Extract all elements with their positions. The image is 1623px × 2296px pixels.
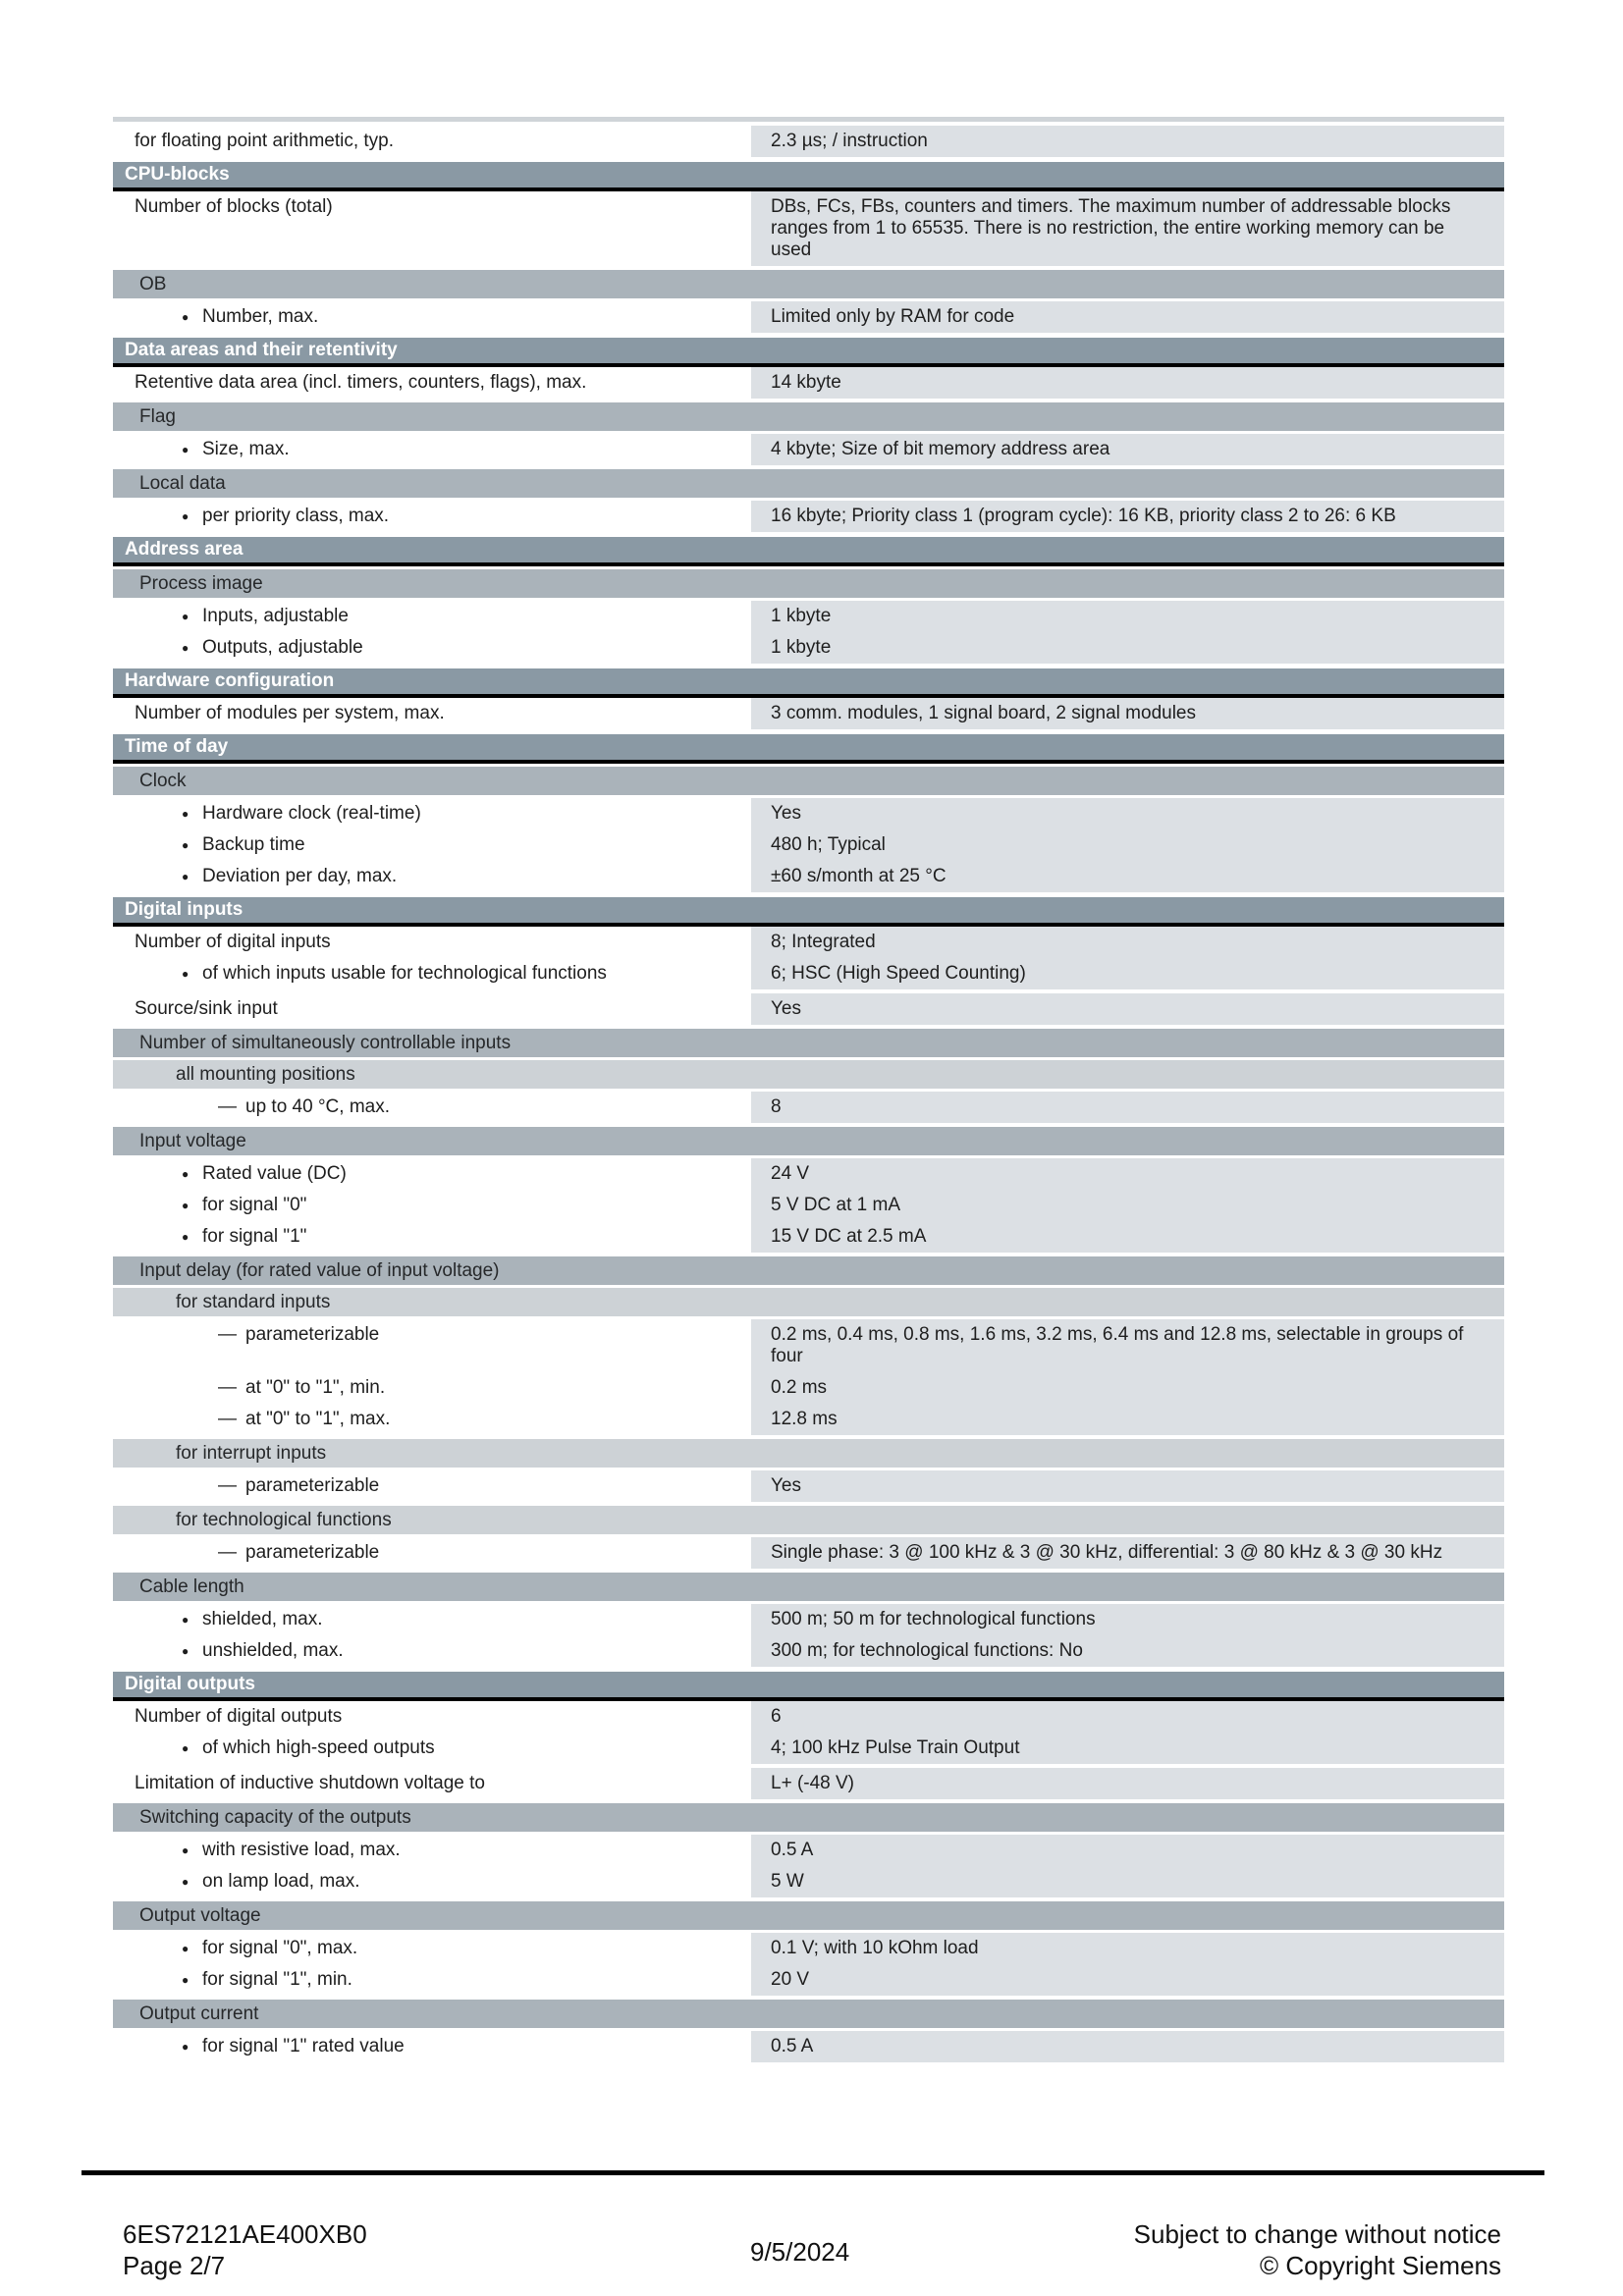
spec-row <box>113 367 1504 399</box>
spec-label-text: Size, max. <box>202 439 290 459</box>
spec-row <box>113 1604 1504 1635</box>
bullet-marker: ● <box>182 1942 189 1955</box>
spec-row <box>113 1701 1504 1733</box>
spec-label-cell <box>113 1158 751 1190</box>
spec-label-cell <box>113 1092 751 1123</box>
spec-value-cell: 6 <box>751 1701 1504 1733</box>
subsection-header <box>113 1127 1504 1155</box>
spec-row <box>113 798 1504 829</box>
subsection-header-label: OB <box>139 273 167 294</box>
spec-label-cell <box>113 1701 751 1733</box>
spec-label-text: of which high-speed outputs <box>202 1737 435 1758</box>
spec-label-cell <box>113 861 751 892</box>
bullet-marker: ● <box>182 610 189 623</box>
bullet-marker: ● <box>182 807 189 821</box>
spec-value-cell: Single phase: 3 @ 100 kHz & 3 @ 30 kHz, differential: 3 @ 80 kHz & 3 @ 30 kHz <box>751 1537 1504 1569</box>
subsection-header-label: Switching capacity of the outputs <box>139 1806 411 1828</box>
spec-row <box>113 1221 1504 1253</box>
spec-value-cell: 0.5 A <box>751 1835 1504 1866</box>
bullet-marker: ● <box>182 1741 189 1755</box>
spec-value-cell: Yes <box>751 798 1504 829</box>
bullet-marker: ● <box>182 967 189 981</box>
spec-row <box>113 1372 1504 1404</box>
spec-label-text: for signal "1", min. <box>202 1969 352 1990</box>
spec-label-text: Number of digital inputs <box>135 932 331 952</box>
subsection-header-label: all mounting positions <box>176 1063 355 1085</box>
spec-label-cell <box>113 993 751 1025</box>
bullet-marker: ● <box>182 2040 189 2054</box>
spec-row <box>113 1190 1504 1221</box>
dash-marker: — <box>218 1475 237 1496</box>
spec-value-cell: 12.8 ms <box>751 1404 1504 1435</box>
spec-value-cell: 15 V DC at 2.5 mA <box>751 1221 1504 1253</box>
spec-value-cell: 4; 100 kHz Pulse Train Output <box>751 1733 1504 1764</box>
section-header-label: CPU-blocks <box>125 164 230 185</box>
spec-value-cell: 6; HSC (High Speed Counting) <box>751 958 1504 989</box>
spec-row <box>113 126 1504 157</box>
subsection-header <box>113 1256 1504 1285</box>
subsection-header-label: Output voltage <box>139 1904 261 1926</box>
spec-value-cell: 1 kbyte <box>751 632 1504 664</box>
section-header <box>113 734 1504 764</box>
spec-label-text: on lamp load, max. <box>202 1871 360 1892</box>
bullet-marker: ● <box>182 1843 189 1857</box>
spec-row <box>113 927 1504 958</box>
spec-label-text: Outputs, adjustable <box>202 637 363 658</box>
spec-row <box>113 1470 1504 1502</box>
subsection-header <box>113 402 1504 431</box>
subsection-header <box>113 569 1504 598</box>
spec-label-text: unshielded, max. <box>202 1640 344 1661</box>
subsection-header <box>113 1029 1504 1057</box>
spec-row <box>113 861 1504 892</box>
spec-label-text: shielded, max. <box>202 1609 323 1629</box>
spec-row <box>113 698 1504 729</box>
spec-row <box>113 1866 1504 1897</box>
spec-value-cell: 14 kbyte <box>751 367 1504 399</box>
bullet-marker: ● <box>182 1199 189 1212</box>
subsection-header-label: for interrupt inputs <box>176 1442 327 1464</box>
subsection-header-label: Local data <box>139 472 226 494</box>
subsection-header <box>113 1506 1504 1534</box>
spec-value-cell: 16 kbyte; Priority class 1 (program cycle): 16 KB, priority class 2 to 26: 6 KB <box>751 501 1504 532</box>
subsection-header-label: Input voltage <box>139 1130 246 1151</box>
spec-value-cell: Limited only by RAM for code <box>751 301 1504 333</box>
spec-label-text: with resistive load, max. <box>202 1840 401 1860</box>
section-header-label: Time of day <box>125 736 229 757</box>
spec-label-cell <box>113 1190 751 1221</box>
spec-label-cell <box>113 1372 751 1404</box>
section-header-label: Digital outputs <box>125 1674 255 1694</box>
spec-label-cell <box>113 1933 751 1964</box>
spec-label-cell <box>113 1604 751 1635</box>
spec-value-cell: 8 <box>751 1092 1504 1123</box>
spec-label-cell <box>113 1404 751 1435</box>
spec-value-cell: 1 kbyte <box>751 601 1504 632</box>
spec-label-text: Source/sink input <box>135 998 278 1019</box>
spec-row <box>113 501 1504 532</box>
spec-label-text: Inputs, adjustable <box>202 606 349 626</box>
spec-label-cell <box>113 632 751 664</box>
spec-label-cell <box>113 1733 751 1764</box>
spec-value-cell: 8; Integrated <box>751 927 1504 958</box>
section-header <box>113 897 1504 927</box>
section-header <box>113 668 1504 698</box>
dash-marker: — <box>218 1409 237 1429</box>
spec-label-text: Deviation per day, max. <box>202 866 398 886</box>
spec-value-cell: ±60 s/month at 25 °C <box>751 861 1504 892</box>
bullet-marker: ● <box>182 1230 189 1244</box>
subsection-header <box>113 1803 1504 1832</box>
spec-row <box>113 993 1504 1025</box>
spec-value-cell: 0.2 ms, 0.4 ms, 0.8 ms, 1.6 ms, 3.2 ms, 6.4 ms and 12.8 ms, selectable in groups of four <box>751 1319 1504 1372</box>
footer-order-number: 6ES72121AE400XB0 <box>123 2219 367 2249</box>
spec-value-cell: 300 m; for technological functions: No <box>751 1635 1504 1667</box>
spec-row <box>113 632 1504 664</box>
previous-row-remnant-strip <box>113 117 1504 122</box>
spec-label-cell <box>113 1835 751 1866</box>
spec-label-cell <box>113 367 751 399</box>
spec-label-text: at "0" to "1", min. <box>245 1377 386 1398</box>
spec-label-cell <box>113 1319 751 1372</box>
spec-value-cell: Yes <box>751 993 1504 1025</box>
section-header <box>113 1672 1504 1701</box>
bullet-marker: ● <box>182 1644 189 1658</box>
dash-marker: — <box>218 1324 237 1345</box>
subsection-header-label: Cable length <box>139 1575 244 1597</box>
subsection-header-label: Process image <box>139 572 263 594</box>
subsection-header-label: for technological functions <box>176 1509 392 1530</box>
spec-row <box>113 1933 1504 1964</box>
dash-marker: — <box>218 1542 237 1563</box>
spec-label-text: Hardware clock (real-time) <box>202 803 421 824</box>
subsection-header-label: Clock <box>139 770 187 791</box>
spec-row <box>113 1158 1504 1190</box>
section-header <box>113 162 1504 191</box>
spec-value-cell: 3 comm. modules, 1 signal board, 2 signal modules <box>751 698 1504 729</box>
spec-label-cell <box>113 301 751 333</box>
spec-row <box>113 191 1504 266</box>
spec-label-cell <box>113 1470 751 1502</box>
bullet-marker: ● <box>182 509 189 523</box>
spec-row <box>113 1964 1504 1996</box>
footer-date: 9/5/2024 <box>750 2237 850 2267</box>
spec-label-text: for signal "0" <box>202 1195 307 1215</box>
spec-value-cell: 24 V <box>751 1158 1504 1190</box>
spec-label-text: parameterizable <box>245 1475 380 1496</box>
spec-value-cell: Yes <box>751 1470 1504 1502</box>
spec-row <box>113 2031 1504 2062</box>
bullet-marker: ● <box>182 1167 189 1181</box>
bullet-marker: ● <box>182 1613 189 1627</box>
spec-value-cell: 0.1 V; with 10 kOhm load <box>751 1933 1504 1964</box>
spec-row <box>113 434 1504 465</box>
bullet-marker: ● <box>182 641 189 655</box>
subsection-header <box>113 1439 1504 1468</box>
spec-label-cell <box>113 1866 751 1897</box>
bullet-marker: ● <box>182 443 189 456</box>
spec-row <box>113 1835 1504 1866</box>
spec-label-cell <box>113 1221 751 1253</box>
bullet-marker: ● <box>182 1875 189 1889</box>
spec-label-cell <box>113 1635 751 1667</box>
spec-label-text: Backup time <box>202 834 305 855</box>
section-header-label: Address area <box>125 539 243 560</box>
spec-label-cell <box>113 434 751 465</box>
subsection-header <box>113 2000 1504 2028</box>
spec-row <box>113 829 1504 861</box>
spec-label-cell <box>113 927 751 958</box>
spec-label-cell <box>113 126 751 157</box>
spec-row <box>113 601 1504 632</box>
subsection-header <box>113 270 1504 298</box>
spec-row <box>113 1733 1504 1764</box>
bullet-marker: ● <box>182 1973 189 1987</box>
spec-label-cell <box>113 2031 751 2062</box>
spec-row <box>113 1635 1504 1667</box>
spec-row <box>113 1319 1504 1372</box>
spec-label-text: up to 40 °C, max. <box>245 1096 390 1117</box>
spec-row <box>113 1404 1504 1435</box>
spec-value-cell: 2.3 µs; / instruction <box>751 126 1504 157</box>
spec-label-text: Number, max. <box>202 306 319 327</box>
subsection-header-label: Number of simultaneously controllable inputs <box>139 1032 512 1053</box>
subsection-header <box>113 469 1504 498</box>
spec-label-text: per priority class, max. <box>202 506 390 526</box>
footer-divider-rule <box>81 2170 1544 2175</box>
spec-label-cell <box>113 698 751 729</box>
dash-marker: — <box>218 1096 237 1117</box>
section-header-label: Digital inputs <box>125 899 243 920</box>
subsection-header <box>113 1288 1504 1316</box>
bullet-marker: ● <box>182 310 189 324</box>
section-header-label: Data areas and their retentivity <box>125 340 398 360</box>
spec-value-cell: L+ (-48 V) <box>751 1768 1504 1799</box>
spec-label-text: at "0" to "1", max. <box>245 1409 391 1429</box>
spec-label-text: Number of blocks (total) <box>135 196 333 217</box>
spec-label-text: Retentive data area (incl. timers, counters, flags), max. <box>135 372 587 393</box>
spec-row <box>113 1768 1504 1799</box>
spec-label-text: Limitation of inductive shutdown voltage to <box>135 1773 485 1793</box>
spec-row <box>113 301 1504 333</box>
subsection-header-label: Input delay (for rated value of input voltage) <box>139 1259 500 1281</box>
subsection-header <box>113 1573 1504 1601</box>
spec-label-cell <box>113 501 751 532</box>
spec-label-cell <box>113 601 751 632</box>
spec-value-cell: 5 W <box>751 1866 1504 1897</box>
spec-value-cell: 20 V <box>751 1964 1504 1996</box>
spec-label-cell <box>113 829 751 861</box>
subsection-header <box>113 767 1504 795</box>
spec-label-text: for signal "0", max. <box>202 1938 358 1958</box>
spec-table <box>113 117 1504 2066</box>
spec-label-cell <box>113 1768 751 1799</box>
spec-value-cell: 0.5 A <box>751 2031 1504 2062</box>
spec-label-text: of which inputs usable for technological functions <box>202 963 607 984</box>
spec-label-cell <box>113 1537 751 1569</box>
spec-label-text: for signal "1" rated value <box>202 2036 405 2056</box>
section-header <box>113 537 1504 566</box>
spec-row <box>113 1092 1504 1123</box>
spec-value-cell: 480 h; Typical <box>751 829 1504 861</box>
subsection-header <box>113 1901 1504 1930</box>
spec-label-cell <box>113 1964 751 1996</box>
spec-label-text: parameterizable <box>245 1324 380 1345</box>
dash-marker: — <box>218 1377 237 1398</box>
subsection-header <box>113 1060 1504 1089</box>
section-header-label: Hardware configuration <box>125 670 335 691</box>
spec-label-text: parameterizable <box>245 1542 380 1563</box>
bullet-marker: ● <box>182 870 189 883</box>
footer-copyright: © Copyright Siemens <box>1259 2251 1501 2280</box>
spec-label-text: Rated value (DC) <box>202 1163 347 1184</box>
spec-value-cell: 4 kbyte; Size of bit memory address area <box>751 434 1504 465</box>
footer-page-number: Page 2/7 <box>123 2251 226 2280</box>
subsection-header-label: Flag <box>139 405 176 427</box>
spec-row <box>113 958 1504 989</box>
spec-value-cell: DBs, FCs, FBs, counters and timers. The maximum number of addressable blocks ranges from 1 to 65535. There is no restriction, the entire working memory can be used <box>751 191 1504 266</box>
spec-label-cell <box>113 958 751 989</box>
spec-label-cell <box>113 191 751 266</box>
spec-value-cell: 500 m; 50 m for technological functions <box>751 1604 1504 1635</box>
subsection-header-label: for standard inputs <box>176 1291 331 1312</box>
section-header <box>113 338 1504 367</box>
spec-label-text: Number of modules per system, max. <box>135 703 445 723</box>
spec-row <box>113 1537 1504 1569</box>
spec-label-text: Number of digital outputs <box>135 1706 343 1727</box>
spec-value-cell: 5 V DC at 1 mA <box>751 1190 1504 1221</box>
subsection-header-label: Output current <box>139 2002 259 2024</box>
footer-notice: Subject to change without notice <box>1133 2219 1501 2249</box>
bullet-marker: ● <box>182 838 189 852</box>
spec-label-text: for signal "1" <box>202 1226 307 1247</box>
spec-label-cell <box>113 798 751 829</box>
spec-label-text: for floating point arithmetic, typ. <box>135 131 395 151</box>
spec-value-cell: 0.2 ms <box>751 1372 1504 1404</box>
